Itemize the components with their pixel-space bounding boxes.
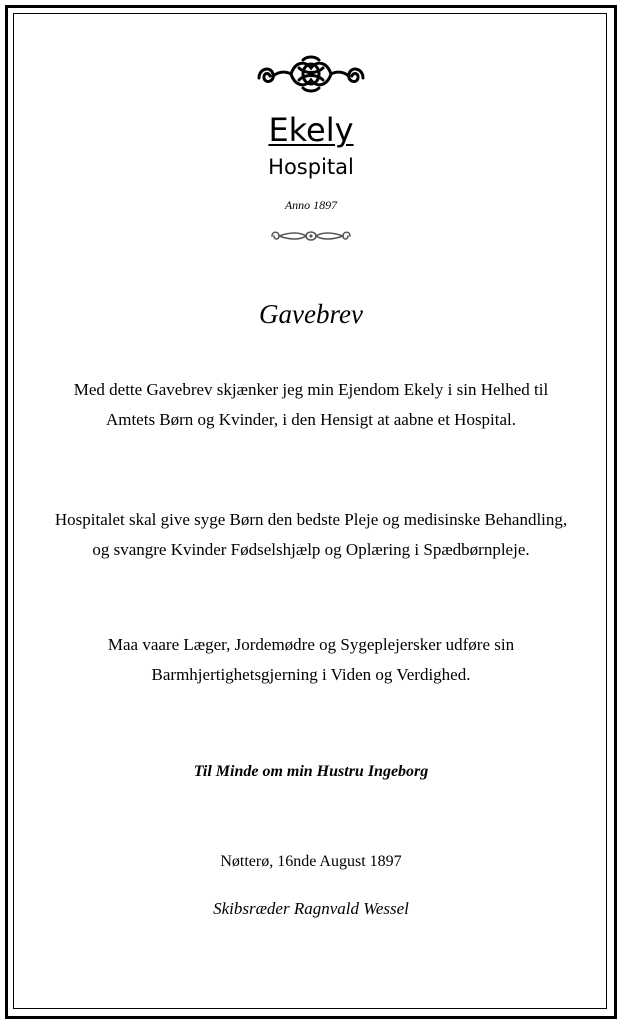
small-flourish-divider-icon (270, 228, 352, 244)
place-and-date: Nøtterø, 16nde August 1897 (220, 853, 402, 870)
signature: Skibsræder Ragnvald Wessel (213, 899, 409, 918)
flourish-ornament-icon (255, 54, 367, 94)
paragraph-purpose (20, 505, 602, 565)
paragraph-staff (20, 630, 602, 690)
paragraph-donation (20, 375, 602, 435)
founding-year: Anno 1897 (284, 198, 338, 212)
paragraph-line: Hospitalet skal give syge Børn den bedste Pleje og medisinske Behandling, (54, 510, 568, 529)
hospital-title: Ekely (268, 111, 354, 149)
hospital-subtitle: Hospital (268, 155, 354, 179)
paragraph-line: Barmhjertighetsgjerning i Viden og Verdighed. (151, 665, 471, 684)
paragraph-line: og svangre Kvinder Fødselshjælp og Oplæring i Spædbørnpleje. (92, 540, 530, 559)
paragraph-line: Med dette Gavebrev skjænker jeg min Ejendom Ekely i sin Helhed til (73, 380, 549, 399)
paragraph-line: Maa vaare Læger, Jordemødre og Sygeplejersker udføre sin (107, 635, 515, 654)
memorial-dedication: Til Minde om min Hustru Ingeborg (193, 763, 429, 780)
document-heading: Gavebrev (259, 299, 363, 329)
paragraph-line: Amtets Børn og Kvinder, i den Hensigt at aabne et Hospital. (105, 410, 517, 429)
